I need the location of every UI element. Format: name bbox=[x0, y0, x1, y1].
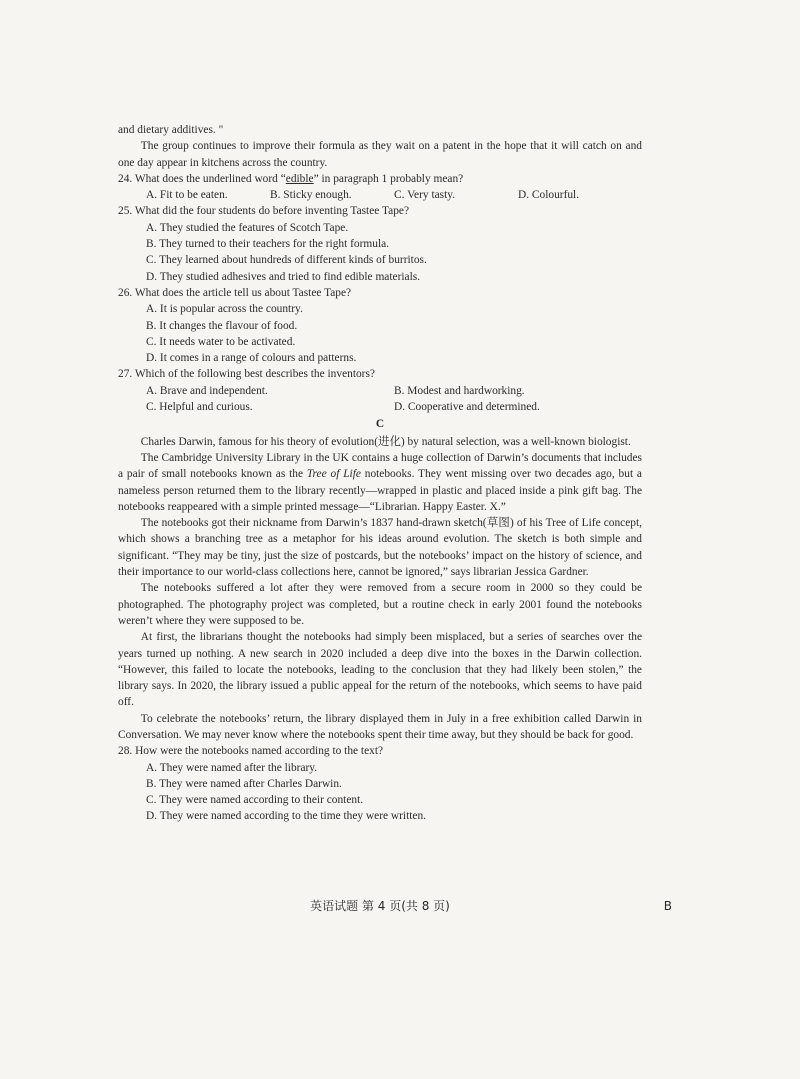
question-24 bbox=[118, 171, 642, 187]
question-28-option-a[interactable]: A. They were named after the library. bbox=[146, 761, 318, 774]
section-c-paragraph-6: To celebrate the notebooks’ return, the library displayed them in July in a free exhibition called Darwin in Conversation. We may never know where the notebooks spent their time away, but they should be back for good. bbox=[118, 712, 642, 741]
question-24-underlined-word: edible bbox=[285, 172, 314, 185]
section-c-p2-part-b: notebooks. They went missing over two decades ago, but a nameless person returned them to the library recently—wrapped in plastic and placed inside a pink gift bag. The notebooks reappeared with a simple printed message—“Librarian. Happy Easter. X.” bbox=[118, 468, 642, 513]
section-c-paragraph-4: The notebooks suffered a lot after they were removed from a secure room in 2000 so they could be photographed. The photography project was completed, but a routine check in early 2001 found the notebooks weren’t where they were supposed to be. bbox=[118, 582, 642, 627]
question-25-option-c[interactable]: C. They learned about hundreds of different kinds of burritos. bbox=[146, 254, 427, 267]
footer-page-info: 英语试题 第 4 页(共 8 页) bbox=[310, 899, 450, 913]
question-26-stem: 26. What does the article tell us about Tastee Tape? bbox=[118, 286, 352, 299]
question-27-option-d[interactable]: D. Cooperative and determined. bbox=[394, 401, 540, 414]
question-27-option-a[interactable]: A. Brave and independent. bbox=[146, 384, 268, 397]
question-24-option-a[interactable]: A. Fit to be eaten. bbox=[146, 189, 228, 202]
question-28-option-c[interactable]: C. They were named according to their content. bbox=[146, 794, 364, 807]
question-27-option-b[interactable]: B. Modest and hardworking. bbox=[394, 384, 525, 397]
question-24-option-d[interactable]: D. Colourful. bbox=[518, 189, 580, 202]
passage-b-closing-line: and dietary additives. " bbox=[118, 124, 224, 136]
section-c-paragraph-1: Charles Darwin, famous for his theory of evolution(进化) by natural selection, was a well-known biologist. bbox=[140, 435, 631, 448]
question-28-stem: 28. How were the notebooks named according to the text? bbox=[118, 745, 384, 758]
question-27-option-c[interactable]: C. Helpful and curious. bbox=[146, 401, 253, 414]
page-footer bbox=[118, 898, 672, 914]
question-24-options bbox=[146, 187, 642, 203]
section-c-paragraph-3: The notebooks got their nickname from Darwin’s 1837 hand-drawn sketch(草图) of his Tree of Life concept, which shows a branching tree as a metaphor for his ideas around evolution. The sketch is both simple and significant. “They may be tiny, just the size of postcards, but the notebooks’ impact on the history of science, and their importance to our world-class collections here, cannot be ignored,” says librarian Jessica Gardner. bbox=[118, 517, 642, 579]
question-25-option-a[interactable]: A. They studied the features of Scotch Tape. bbox=[146, 221, 349, 234]
section-c-p2-italic-title: Tree of Life bbox=[306, 468, 361, 481]
question-24-stem-post: ” in paragraph 1 probably mean? bbox=[313, 172, 464, 185]
section-c-p2-part-a: The Cambridge University Library in the UK contains a huge collection of Darwin’s documents that includes a pair of small notebooks known as the bbox=[118, 451, 642, 481]
question-28-option-b[interactable]: B. They were named after Charles Darwin. bbox=[146, 777, 342, 790]
question-24-option-b[interactable]: B. Sticky enough. bbox=[270, 189, 352, 202]
section-c-title: C bbox=[375, 418, 385, 431]
question-24-stem-pre: 24. What does the underlined word “ bbox=[118, 172, 286, 185]
question-25-stem: 25. What did the four students do before inventing Tastee Tape? bbox=[118, 205, 410, 218]
question-26-option-c[interactable]: C. It needs water to be activated. bbox=[146, 335, 296, 348]
question-27-stem: 27. Which of the following best describes the inventors? bbox=[118, 368, 375, 381]
section-c-paragraph-5: At first, the librarians thought the notebooks had simply been misplaced, but a series of searches over the years turned up nothing. A new search in 2020 included a deep dive into the boxes in the Darwin collection. “However, this failed to locate the notebooks, leading to the conclusion that they had likely been stolen,” the library says. In 2020, the library issued a public appeal for the return of the notebooks, which seems to have paid off. bbox=[118, 631, 642, 709]
question-24-option-c[interactable]: C. Very tasty. bbox=[394, 189, 456, 202]
question-27-options-row-1 bbox=[146, 383, 642, 399]
question-26-option-a[interactable]: A. It is popular across the country. bbox=[146, 303, 303, 316]
question-27-options-row-2 bbox=[146, 399, 642, 415]
question-26-option-d[interactable]: D. It comes in a range of colours and patterns. bbox=[146, 352, 357, 365]
question-26-option-b[interactable]: B. It changes the flavour of food. bbox=[146, 319, 298, 332]
question-28-option-d[interactable]: D. They were named according to the time they were written. bbox=[146, 810, 427, 823]
question-25-option-b[interactable]: B. They turned to their teachers for the right formula. bbox=[146, 238, 390, 251]
section-c-paragraph-2 bbox=[118, 450, 642, 515]
passage-b-final-paragraph: The group continues to improve their formula as they wait on a patent in the hope that it will catch on and one day appear in kitchens across the country. bbox=[118, 140, 642, 169]
footer-version-label: B bbox=[663, 899, 672, 913]
question-25-option-d[interactable]: D. They studied adhesives and tried to find edible materials. bbox=[146, 270, 421, 283]
